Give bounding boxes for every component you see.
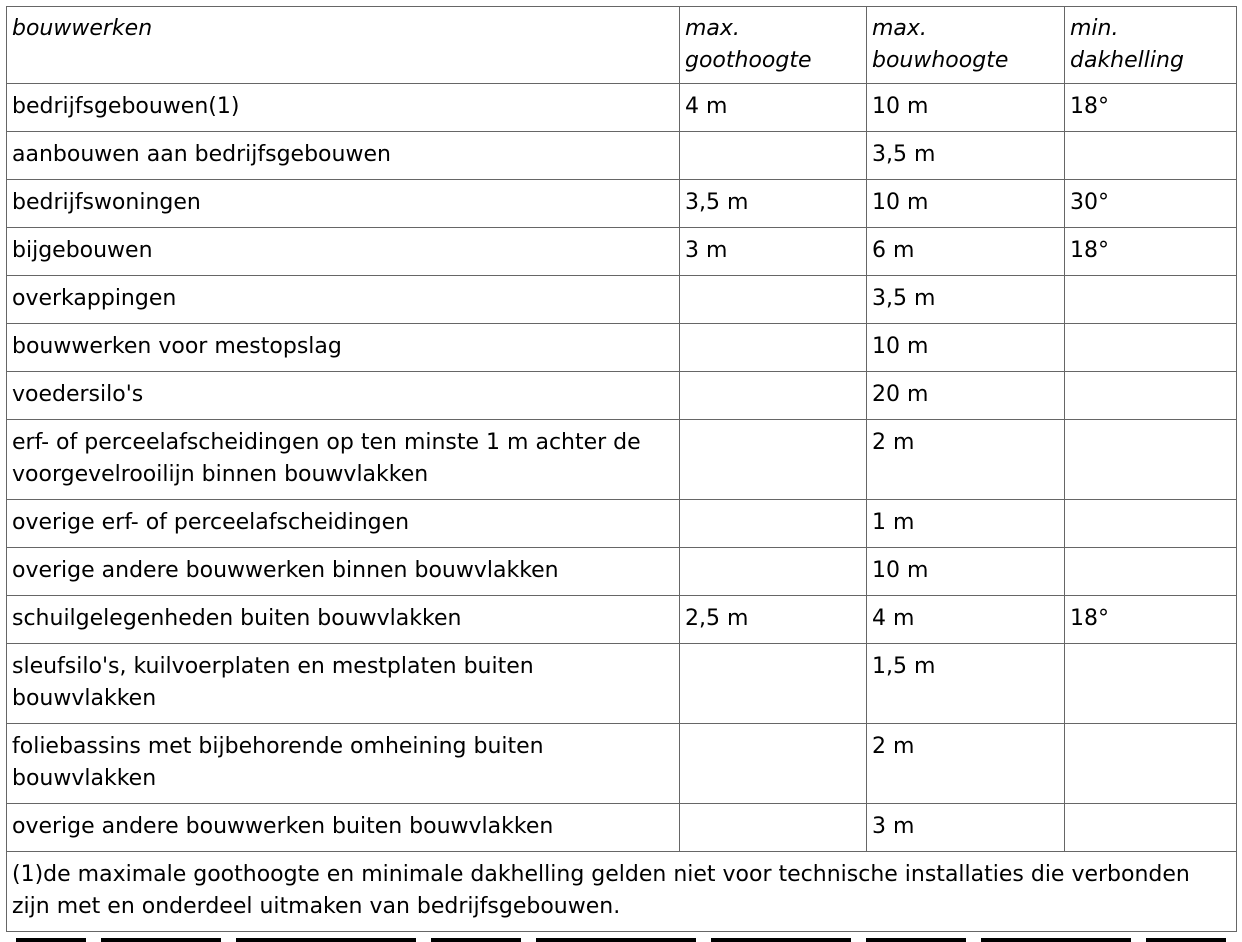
table-row <box>7 420 1237 500</box>
cell-goothoogte <box>680 420 867 500</box>
table-row <box>7 276 1237 324</box>
cell-dakhelling <box>1065 372 1237 420</box>
header-bouwwerken: bouwwerken <box>7 7 680 84</box>
cell-bouwwerk: overige erf- of perceelafscheidingen <box>7 500 680 548</box>
table-row <box>7 132 1237 180</box>
cell-bouwhoogte: 10 m <box>867 180 1065 228</box>
cell-bouwhoogte: 20 m <box>867 372 1065 420</box>
cell-bouwhoogte: 2 m <box>867 724 1065 804</box>
table-row <box>7 180 1237 228</box>
cell-dakhelling <box>1065 132 1237 180</box>
cell-goothoogte <box>680 548 867 596</box>
cell-goothoogte <box>680 276 867 324</box>
table-row <box>7 372 1237 420</box>
cell-goothoogte: 3 m <box>680 228 867 276</box>
cell-dakhelling <box>1065 804 1237 852</box>
table-row <box>7 724 1237 804</box>
cell-goothoogte <box>680 132 867 180</box>
cell-goothoogte <box>680 804 867 852</box>
table-row <box>7 644 1237 724</box>
cell-bouwhoogte: 10 m <box>867 548 1065 596</box>
cell-goothoogte <box>680 644 867 724</box>
table-row <box>7 500 1237 548</box>
table-header-row <box>7 7 1237 84</box>
cell-bouwhoogte: 2 m <box>867 420 1065 500</box>
cell-bouwwerk: bouwwerken voor mestopslag <box>7 324 680 372</box>
cell-bouwwerk: bedrijfsgebouwen(1) <box>7 84 680 132</box>
cell-dakhelling <box>1065 324 1237 372</box>
cell-dakhelling <box>1065 500 1237 548</box>
table-body <box>7 84 1237 852</box>
cell-bouwwerk: bedrijfswoningen <box>7 180 680 228</box>
cell-bouwwerk: overkappingen <box>7 276 680 324</box>
cell-bouwhoogte: 3,5 m <box>867 132 1065 180</box>
cell-dakhelling <box>1065 548 1237 596</box>
table-row <box>7 596 1237 644</box>
table-row <box>7 548 1237 596</box>
table-row <box>7 804 1237 852</box>
cell-bouwwerk: sleufsilo's, kuilvoerplaten en mestplaten buiten bouwvlakken <box>7 644 680 724</box>
cell-goothoogte <box>680 324 867 372</box>
cell-dakhelling: 18° <box>1065 228 1237 276</box>
cell-bouwwerk: erf- of perceelafscheidingen op ten minste 1 m achter de voorgevelrooilijn binnen bouwvlakken <box>7 420 680 500</box>
cell-bouwhoogte: 3 m <box>867 804 1065 852</box>
footnote-row <box>7 852 1237 932</box>
cell-bouwwerk: bijgebouwen <box>7 228 680 276</box>
cell-goothoogte <box>680 724 867 804</box>
cell-bouwwerk: overige andere bouwwerken buiten bouwvlakken <box>7 804 680 852</box>
cell-goothoogte: 4 m <box>680 84 867 132</box>
cell-bouwhoogte: 4 m <box>867 596 1065 644</box>
cell-goothoogte: 2,5 m <box>680 596 867 644</box>
cell-dakhelling <box>1065 724 1237 804</box>
cell-bouwwerk: aanbouwen aan bedrijfsgebouwen <box>7 132 680 180</box>
cell-dakhelling: 18° <box>1065 84 1237 132</box>
cell-dakhelling: 30° <box>1065 180 1237 228</box>
cell-bouwhoogte: 1,5 m <box>867 644 1065 724</box>
table-row <box>7 324 1237 372</box>
cell-goothoogte <box>680 500 867 548</box>
cell-dakhelling <box>1065 644 1237 724</box>
cell-dakhelling: 18° <box>1065 596 1237 644</box>
cell-bouwwerk: foliebassins met bijbehorende omheining buiten bouwvlakken <box>7 724 680 804</box>
cell-bouwwerk: schuilgelegenheden buiten bouwvlakken <box>7 596 680 644</box>
cell-bouwwerk: voedersilo's <box>7 372 680 420</box>
cell-bouwhoogte: 10 m <box>867 324 1065 372</box>
cell-dakhelling <box>1065 276 1237 324</box>
table-row <box>7 228 1237 276</box>
cell-bouwhoogte: 10 m <box>867 84 1065 132</box>
cell-goothoogte <box>680 372 867 420</box>
cell-bouwhoogte: 6 m <box>867 228 1065 276</box>
cut-off-text-line <box>6 932 1236 942</box>
header-max-bouwhoogte: max. bouwhoogte <box>867 7 1065 84</box>
building-regulations-table <box>6 6 1237 932</box>
header-min-dakhelling: min. dakhelling <box>1065 7 1237 84</box>
cell-bouwwerk: overige andere bouwwerken binnen bouwvlakken <box>7 548 680 596</box>
cell-bouwhoogte: 1 m <box>867 500 1065 548</box>
table-row <box>7 84 1237 132</box>
cell-bouwhoogte: 3,5 m <box>867 276 1065 324</box>
header-max-goothoogte: max. goothoogte <box>680 7 867 84</box>
footnote-text: (1)de maximale goothoogte en minimale dakhelling gelden niet voor technische installaties die verbonden zijn met en onderdeel uitmaken van bedrijfsgebouwen. <box>7 852 1237 932</box>
cell-dakhelling <box>1065 420 1237 500</box>
cell-goothoogte: 3,5 m <box>680 180 867 228</box>
